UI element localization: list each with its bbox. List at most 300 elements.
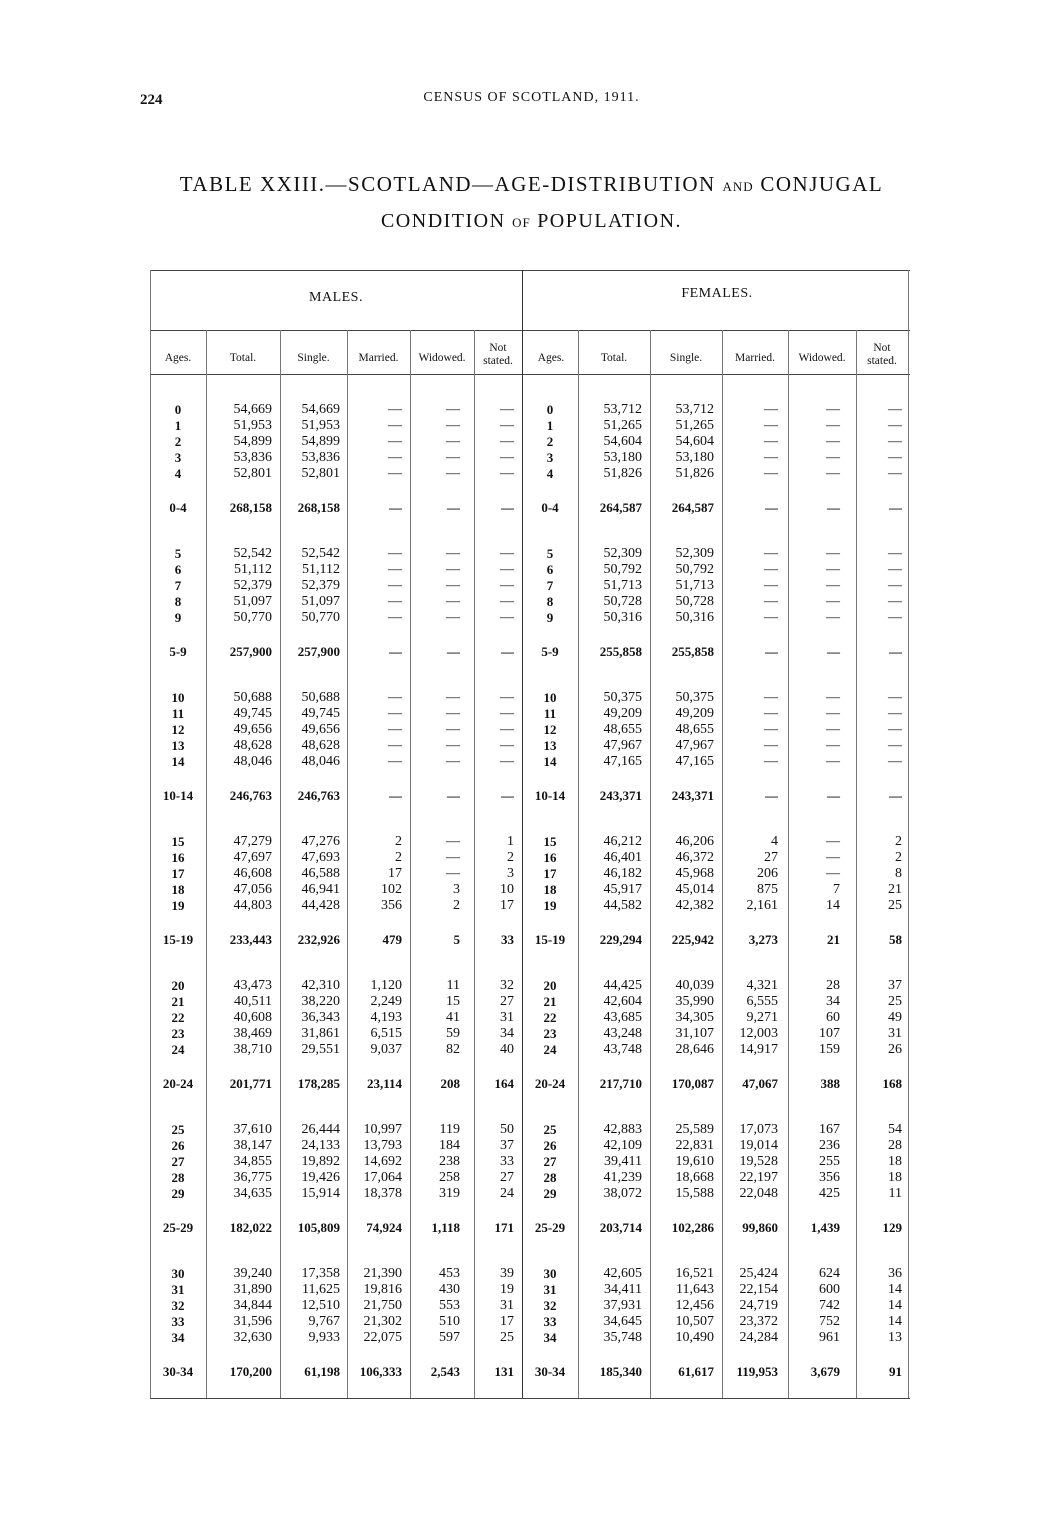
value-cell: —: [764, 594, 778, 609]
value-cell: 58: [889, 932, 902, 947]
title-part: CONDITION: [380, 210, 506, 232]
col-header-total-females: Total.: [600, 352, 628, 364]
value-cell: 54,899: [301, 434, 340, 449]
age-cell: 19: [543, 898, 557, 913]
value-cell: 3,679: [810, 1364, 840, 1379]
age-cell: 33: [543, 1314, 557, 1329]
value-cell: 34,645: [603, 1314, 642, 1329]
value-cell: —: [827, 644, 840, 659]
value-cell: 34,855: [233, 1154, 272, 1169]
value-cell: 553: [439, 1298, 460, 1313]
value-cell: 10,507: [675, 1314, 714, 1329]
value-cell: 38,072: [603, 1186, 642, 1201]
value-cell: 52,542: [301, 546, 340, 561]
census-table: [150, 262, 910, 1400]
value-cell: 34: [826, 994, 840, 1009]
value-cell: 54,899: [233, 434, 272, 449]
age-cell: 2: [546, 434, 554, 449]
value-cell: —: [826, 562, 840, 577]
value-cell: 129: [882, 1220, 902, 1235]
value-cell: —: [888, 690, 902, 705]
age-cell: 25: [543, 1122, 557, 1137]
value-cell: 17: [500, 898, 514, 913]
value-cell: 51,953: [233, 418, 272, 433]
value-cell: 14: [888, 1314, 902, 1329]
age-cell: 23: [171, 1026, 185, 1041]
value-cell: —: [388, 562, 402, 577]
value-cell: 50,728: [675, 594, 714, 609]
value-cell: —: [446, 466, 460, 481]
table-row: [150, 1186, 910, 1202]
value-cell: 61,198: [304, 1364, 340, 1379]
table-title-line1: [0, 172, 1063, 197]
value-cell: 28: [826, 978, 840, 993]
age-cell: 15: [543, 834, 557, 849]
col-header-married-females: Married.: [735, 352, 775, 364]
value-cell: 51,112: [302, 562, 340, 577]
age-cell: 30-34: [162, 1364, 194, 1379]
age-cell: 0: [174, 402, 182, 417]
value-cell: 50: [500, 1122, 514, 1137]
value-cell: 31,107: [675, 1026, 714, 1041]
females-header: FEMALES.: [681, 286, 753, 301]
table-row: [150, 562, 910, 578]
title-part: CONJUGAL: [760, 172, 884, 196]
value-cell: —: [826, 578, 840, 593]
value-cell: 243,371: [599, 788, 642, 803]
value-cell: —: [446, 850, 460, 865]
table-row: [150, 402, 910, 418]
age-cell: 25: [171, 1122, 185, 1137]
value-cell: —: [446, 866, 460, 881]
age-cell: 22: [543, 1010, 557, 1025]
age-cell: 17: [171, 866, 185, 881]
age-cell: 13: [171, 738, 185, 753]
value-cell: 255,858: [599, 644, 642, 659]
value-cell: 206: [757, 866, 778, 881]
age-cell: 13: [543, 738, 557, 753]
value-cell: 48,046: [233, 754, 272, 769]
table-row: [150, 898, 910, 914]
value-cell: —: [500, 738, 514, 753]
value-cell: 41: [446, 1010, 460, 1025]
value-cell: 164: [494, 1076, 514, 1091]
value-cell: 1,120: [370, 978, 402, 993]
value-cell: —: [888, 738, 902, 753]
value-cell: 2: [895, 834, 902, 849]
value-cell: —: [764, 610, 778, 625]
value-cell: —: [388, 466, 402, 481]
value-cell: —: [446, 690, 460, 705]
value-cell: —: [446, 562, 460, 577]
table-row: [150, 546, 910, 562]
age-cell: 9: [546, 610, 554, 625]
value-cell: 60: [826, 1010, 840, 1025]
value-cell: —: [765, 788, 778, 803]
value-cell: 46,401: [603, 850, 642, 865]
title-part: POPULATION.: [537, 210, 683, 232]
value-cell: 46,372: [675, 850, 714, 865]
table-row: [150, 1282, 910, 1298]
age-cell: 7: [174, 578, 182, 593]
value-cell: 17,358: [301, 1266, 340, 1281]
value-cell: 34,411: [604, 1282, 642, 1297]
value-cell: 50,792: [603, 562, 642, 577]
page-number: 224: [140, 92, 163, 108]
value-cell: —: [388, 450, 402, 465]
value-cell: 185,340: [599, 1364, 642, 1379]
value-cell: 24: [500, 1186, 514, 1201]
value-cell: 453: [439, 1266, 460, 1281]
value-cell: 46,608: [233, 866, 272, 881]
age-cell: 31: [171, 1282, 185, 1297]
value-cell: 50,375: [675, 690, 714, 705]
value-cell: 47,067: [742, 1076, 778, 1091]
value-cell: 4,193: [370, 1010, 402, 1025]
value-cell: 46,182: [603, 866, 642, 881]
value-cell: 624: [819, 1266, 840, 1281]
age-cell: 12: [543, 722, 557, 737]
value-cell: 52,309: [603, 546, 642, 561]
value-cell: 50,770: [233, 610, 272, 625]
age-cell: 20: [171, 978, 185, 993]
value-cell: —: [446, 418, 460, 433]
value-cell: 19,528: [739, 1154, 778, 1169]
table-row: [150, 418, 910, 434]
value-cell: —: [826, 546, 840, 561]
table-row: [150, 722, 910, 738]
value-cell: 40,511: [234, 994, 272, 1009]
value-cell: 1,118: [431, 1220, 460, 1235]
value-cell: 255,858: [671, 644, 714, 659]
value-cell: 59: [446, 1026, 460, 1041]
value-cell: 31,890: [233, 1282, 272, 1297]
age-cell: 31: [543, 1282, 557, 1297]
value-cell: 268,158: [297, 500, 340, 515]
age-cell: 22: [171, 1010, 185, 1025]
table-row: [150, 1154, 910, 1170]
value-cell: 49,745: [301, 706, 340, 721]
value-cell: —: [389, 500, 402, 515]
age-cell: 18: [171, 882, 185, 897]
value-cell: 19,816: [363, 1282, 402, 1297]
value-cell: —: [764, 706, 778, 721]
value-cell: 43,748: [603, 1042, 642, 1057]
age-cell: 25-29: [534, 1220, 566, 1235]
age-cell: 3: [174, 450, 182, 465]
value-cell: —: [388, 434, 402, 449]
value-cell: 131: [494, 1364, 514, 1379]
value-cell: 236: [819, 1138, 840, 1153]
table-row: [150, 834, 910, 850]
value-cell: —: [388, 690, 402, 705]
value-cell: 38,710: [233, 1042, 272, 1057]
value-cell: 41,239: [603, 1170, 642, 1185]
value-cell: —: [389, 644, 402, 659]
age-cell: 27: [543, 1154, 557, 1169]
value-cell: —: [888, 722, 902, 737]
value-cell: —: [827, 500, 840, 515]
table-row: [150, 610, 910, 626]
value-cell: —: [764, 578, 778, 593]
value-cell: 91: [889, 1364, 902, 1379]
value-cell: 40: [500, 1042, 514, 1057]
value-cell: —: [446, 834, 460, 849]
age-cell: 5: [546, 546, 554, 561]
value-cell: 3: [453, 882, 460, 897]
value-cell: 44,425: [603, 978, 642, 993]
value-cell: 52,801: [233, 466, 272, 481]
age-cell: 8: [546, 594, 554, 609]
value-cell: 22,154: [739, 1282, 778, 1297]
value-cell: —: [888, 434, 902, 449]
age-cell: 10-14: [162, 788, 194, 803]
value-cell: 51,265: [603, 418, 642, 433]
value-cell: —: [500, 434, 514, 449]
value-cell: —: [888, 754, 902, 769]
value-cell: 19: [500, 1282, 514, 1297]
age-cell: 1: [174, 418, 182, 433]
value-cell: 47,056: [233, 882, 272, 897]
value-cell: 47,693: [301, 850, 340, 865]
value-cell: 52,379: [301, 578, 340, 593]
value-cell: 5: [453, 932, 460, 947]
value-cell: 39: [500, 1266, 514, 1281]
value-cell: 42,883: [603, 1122, 642, 1137]
value-cell: —: [500, 722, 514, 737]
value-cell: 27: [500, 994, 514, 1009]
value-cell: 39,411: [604, 1154, 642, 1169]
value-cell: —: [500, 562, 514, 577]
value-cell: 25,424: [739, 1266, 778, 1281]
age-cell: 3: [546, 450, 554, 465]
value-cell: —: [888, 450, 902, 465]
value-cell: 11,643: [676, 1282, 714, 1297]
subtotal-row: [150, 644, 910, 660]
value-cell: —: [446, 546, 460, 561]
table-row: [150, 434, 910, 450]
value-cell: 31: [888, 1026, 902, 1041]
value-cell: 255: [819, 1154, 840, 1169]
value-cell: 233,443: [229, 932, 272, 947]
age-cell: 18: [543, 882, 557, 897]
value-cell: —: [826, 610, 840, 625]
value-cell: 99,860: [742, 1220, 778, 1235]
males-header: MALES.: [309, 290, 363, 305]
age-cell: 20-24: [534, 1076, 566, 1091]
value-cell: 171: [494, 1220, 514, 1235]
value-cell: 17: [500, 1314, 514, 1329]
value-cell: —: [888, 546, 902, 561]
value-cell: 52,801: [301, 466, 340, 481]
value-cell: 1,439: [810, 1220, 840, 1235]
age-cell: 7: [546, 578, 554, 593]
value-cell: 31,596: [233, 1314, 272, 1329]
value-cell: —: [888, 418, 902, 433]
value-cell: 22,197: [739, 1170, 778, 1185]
value-cell: 16,521: [675, 1266, 714, 1281]
age-cell: 27: [171, 1154, 185, 1169]
value-cell: 37,610: [233, 1122, 272, 1137]
value-cell: —: [826, 866, 840, 881]
table-row: [150, 1122, 910, 1138]
table-row: [150, 994, 910, 1010]
age-cell: 28: [543, 1170, 557, 1185]
value-cell: —: [826, 450, 840, 465]
value-cell: 28,646: [675, 1042, 714, 1057]
value-cell: 44,803: [233, 898, 272, 913]
table-row: [150, 882, 910, 898]
value-cell: 35,990: [675, 994, 714, 1009]
value-cell: —: [446, 738, 460, 753]
age-cell: 34: [171, 1330, 185, 1345]
table-row: [150, 1170, 910, 1186]
value-cell: —: [888, 466, 902, 481]
value-cell: 48,046: [301, 754, 340, 769]
value-cell: 37: [888, 978, 902, 993]
value-cell: —: [826, 722, 840, 737]
value-cell: 47,967: [675, 738, 714, 753]
value-cell: 24,719: [739, 1298, 778, 1313]
table-row: [150, 866, 910, 882]
value-cell: 243,371: [671, 788, 714, 803]
value-cell: 178,285: [297, 1076, 340, 1091]
value-cell: —: [501, 788, 514, 803]
col-header-notstated-females: Not stated.: [867, 342, 897, 367]
table-row: [150, 1026, 910, 1042]
value-cell: 31,861: [301, 1026, 340, 1041]
value-cell: 25: [888, 898, 902, 913]
value-cell: 12,510: [301, 1298, 340, 1313]
col-header-total-males: Total.: [229, 352, 257, 364]
value-cell: 17,073: [739, 1122, 778, 1137]
value-cell: 32: [500, 978, 514, 993]
value-cell: 22,831: [675, 1138, 714, 1153]
value-cell: —: [888, 562, 902, 577]
value-cell: 2,161: [746, 898, 778, 913]
rule-top: [150, 270, 910, 271]
value-cell: 61,617: [678, 1364, 714, 1379]
age-cell: 5-9: [541, 644, 559, 659]
value-cell: 19,610: [675, 1154, 714, 1169]
value-cell: 1: [507, 834, 514, 849]
age-cell: 11: [543, 706, 557, 721]
value-cell: 25: [500, 1330, 514, 1345]
age-cell: 0-4: [169, 500, 187, 515]
value-cell: —: [764, 450, 778, 465]
age-cell: 20-24: [162, 1076, 194, 1091]
value-cell: 51,112: [234, 562, 272, 577]
value-cell: 25: [888, 994, 902, 1009]
value-cell: 10,997: [363, 1122, 402, 1137]
age-cell: 24: [171, 1042, 185, 1057]
table-row: [150, 1330, 910, 1346]
age-cell: 9: [174, 610, 182, 625]
value-cell: 159: [819, 1042, 840, 1057]
value-cell: 170,087: [671, 1076, 714, 1091]
value-cell: 53,180: [603, 450, 642, 465]
title-part: AND: [722, 179, 754, 194]
value-cell: 49,209: [675, 706, 714, 721]
value-cell: 201,771: [229, 1076, 272, 1091]
value-cell: 4,321: [746, 978, 778, 993]
value-cell: 18: [888, 1154, 902, 1169]
value-cell: 43,473: [233, 978, 272, 993]
value-cell: 264,587: [599, 500, 642, 515]
value-cell: —: [826, 690, 840, 705]
value-cell: 47,276: [301, 834, 340, 849]
value-cell: 46,206: [675, 834, 714, 849]
value-cell: 47,165: [603, 754, 642, 769]
value-cell: 6,515: [370, 1026, 402, 1041]
value-cell: —: [388, 706, 402, 721]
value-cell: 21: [888, 882, 902, 897]
age-cell: 15-19: [534, 932, 566, 947]
value-cell: 12,456: [675, 1298, 714, 1313]
value-cell: 875: [757, 882, 778, 897]
age-cell: 16: [543, 850, 557, 865]
value-cell: 26,444: [301, 1122, 340, 1137]
value-cell: —: [888, 594, 902, 609]
value-cell: 21: [827, 932, 840, 947]
value-cell: —: [826, 706, 840, 721]
value-cell: 48,628: [233, 738, 272, 753]
value-cell: 53,712: [675, 402, 714, 417]
value-cell: —: [388, 610, 402, 625]
value-cell: 43,685: [603, 1010, 642, 1025]
value-cell: 44,428: [301, 898, 340, 913]
value-cell: 21,390: [363, 1266, 402, 1281]
value-cell: 170,200: [229, 1364, 272, 1379]
value-cell: 6,555: [746, 994, 778, 1009]
value-cell: —: [889, 788, 902, 803]
value-cell: 7: [833, 882, 840, 897]
value-cell: 105,809: [297, 1220, 340, 1235]
age-cell: 14: [543, 754, 557, 769]
value-cell: 2: [395, 834, 402, 849]
value-cell: —: [764, 690, 778, 705]
age-cell: 8: [174, 594, 182, 609]
value-cell: 9,037: [370, 1042, 402, 1057]
table-row: [150, 578, 910, 594]
age-cell: 21: [171, 994, 185, 1009]
value-cell: 31: [500, 1010, 514, 1025]
value-cell: 19,892: [301, 1154, 340, 1169]
value-cell: 47,967: [603, 738, 642, 753]
value-cell: 54,669: [301, 402, 340, 417]
value-cell: —: [388, 594, 402, 609]
age-cell: 14: [171, 754, 185, 769]
value-cell: 27: [764, 850, 778, 865]
value-cell: 11: [446, 978, 460, 993]
value-cell: 49,745: [233, 706, 272, 721]
value-cell: 510: [439, 1314, 460, 1329]
col-header-ages-females: Ages.: [537, 352, 565, 364]
age-cell: 10-14: [534, 788, 566, 803]
value-cell: —: [826, 754, 840, 769]
age-cell: 1: [546, 418, 554, 433]
value-cell: —: [501, 500, 514, 515]
col-header-widowed-males: Widowed.: [418, 352, 466, 364]
value-cell: 34: [500, 1026, 514, 1041]
age-cell: 30: [171, 1266, 185, 1281]
value-cell: 36: [888, 1266, 902, 1281]
age-cell: 10: [543, 690, 557, 705]
value-cell: 8: [895, 866, 902, 881]
age-cell: 15: [171, 834, 185, 849]
value-cell: 2: [453, 898, 460, 913]
value-cell: —: [888, 578, 902, 593]
